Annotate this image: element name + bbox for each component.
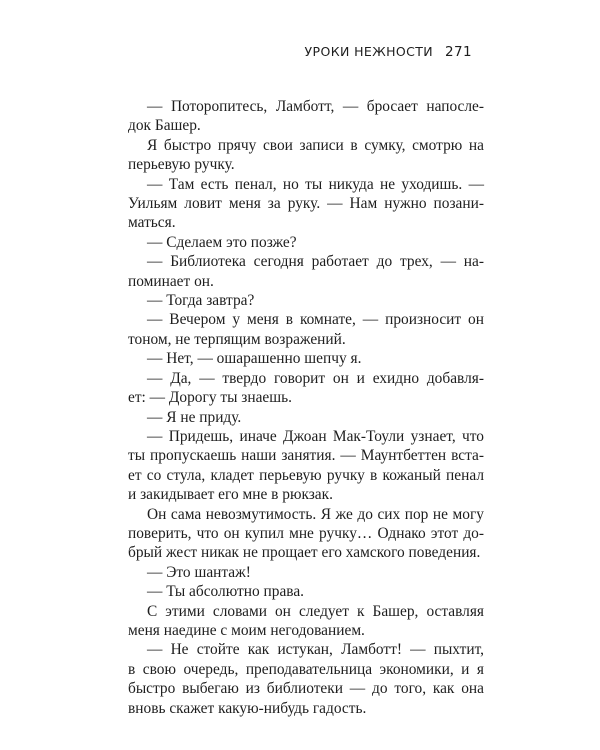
paragraph [128, 136, 484, 175]
text-line: — Это шантаж! [147, 563, 251, 581]
text-line: Уильям ловит меня за руку. — Нам нужно позани- [128, 195, 484, 213]
paragraph [128, 582, 484, 601]
text-line: — Придешь, иначе Джоан Мак-Тоули узнает, что [147, 427, 484, 445]
text-line: вновь скажет какую-нибудь гадость. [128, 699, 367, 717]
text-line: ты пропускаешь наши занятия. — Маунтбеттен вста- [128, 447, 484, 465]
body-text [128, 97, 484, 718]
text-line: ет: — Дорогу ты знаешь. [128, 389, 292, 407]
text-line: и закидывает его мне в рюкзак. [128, 486, 333, 504]
text-line: С этими словами он следует к Башер, оставляя [147, 602, 484, 620]
paragraph [128, 427, 484, 505]
text-line: Он сама невозмутимость. Я же до сих пор не могу [147, 505, 484, 523]
text-line: поверить, что он купил мне ручку… Однако этот до- [128, 524, 484, 542]
paragraph [128, 602, 484, 641]
paragraph [128, 175, 484, 233]
paragraph [128, 310, 484, 349]
paragraph [128, 563, 484, 582]
text-line: — Я не приду. [147, 408, 242, 426]
text-line: быстро выбегаю из библиотеки — до того, как она [128, 680, 484, 698]
text-line: — Там есть пенал, но ты никуда не уходишь. — [147, 175, 484, 193]
paragraph [128, 640, 484, 718]
paragraph [128, 252, 484, 291]
text-line: — Да, — твердо говорит он и ехидно добавля- [147, 369, 484, 387]
text-line: в свою очередь, преподавательница экономики, и я [128, 660, 484, 678]
paragraph [128, 97, 484, 136]
paragraph [128, 349, 484, 368]
running-header [305, 44, 472, 60]
text-line: перьевую ручку. [128, 156, 235, 174]
text-line: — Ты абсолютно права. [147, 583, 305, 601]
paragraph [128, 291, 484, 310]
text-line: — Нет, — ошарашенно шепчу я. [147, 350, 362, 368]
paragraph [128, 233, 484, 252]
text-line: тоном, не терпящим возражений. [128, 330, 346, 348]
text-line: — Библиотека сегодня работает до трех, — на- [147, 253, 484, 271]
text-line: Я быстро прячу свои записи в сумку, смотрю на [147, 136, 484, 154]
paragraph [128, 369, 484, 408]
text-line: док Башер. [128, 117, 201, 135]
text-line: меня наедине с моим негодованием. [128, 621, 365, 639]
paragraph [128, 408, 484, 427]
text-line: брый жест никак не прощает его хамского поведения. [128, 544, 481, 562]
text-line: ет со стула, кладет перьевую ручку в кожаный пенал [128, 466, 484, 484]
text-line: маться. [128, 214, 176, 232]
text-line: — Поторопитесь, Ламботт, — бросает напосле- [147, 98, 484, 115]
text-line: — Тогда завтра? [147, 292, 255, 310]
text-line: — Сделаем это позже? [147, 233, 297, 251]
page-number: 271 [445, 44, 472, 60]
text-line: — Не стойте как истукан, Ламботт! — пыхтит, [147, 641, 484, 659]
paragraph [128, 505, 484, 563]
text-line: — Вечером у меня в комнате, — произносит он [147, 311, 484, 329]
text-line: поминает он. [128, 272, 214, 290]
chapter-title: УРОКИ НЕЖНОСТИ [304, 44, 434, 59]
